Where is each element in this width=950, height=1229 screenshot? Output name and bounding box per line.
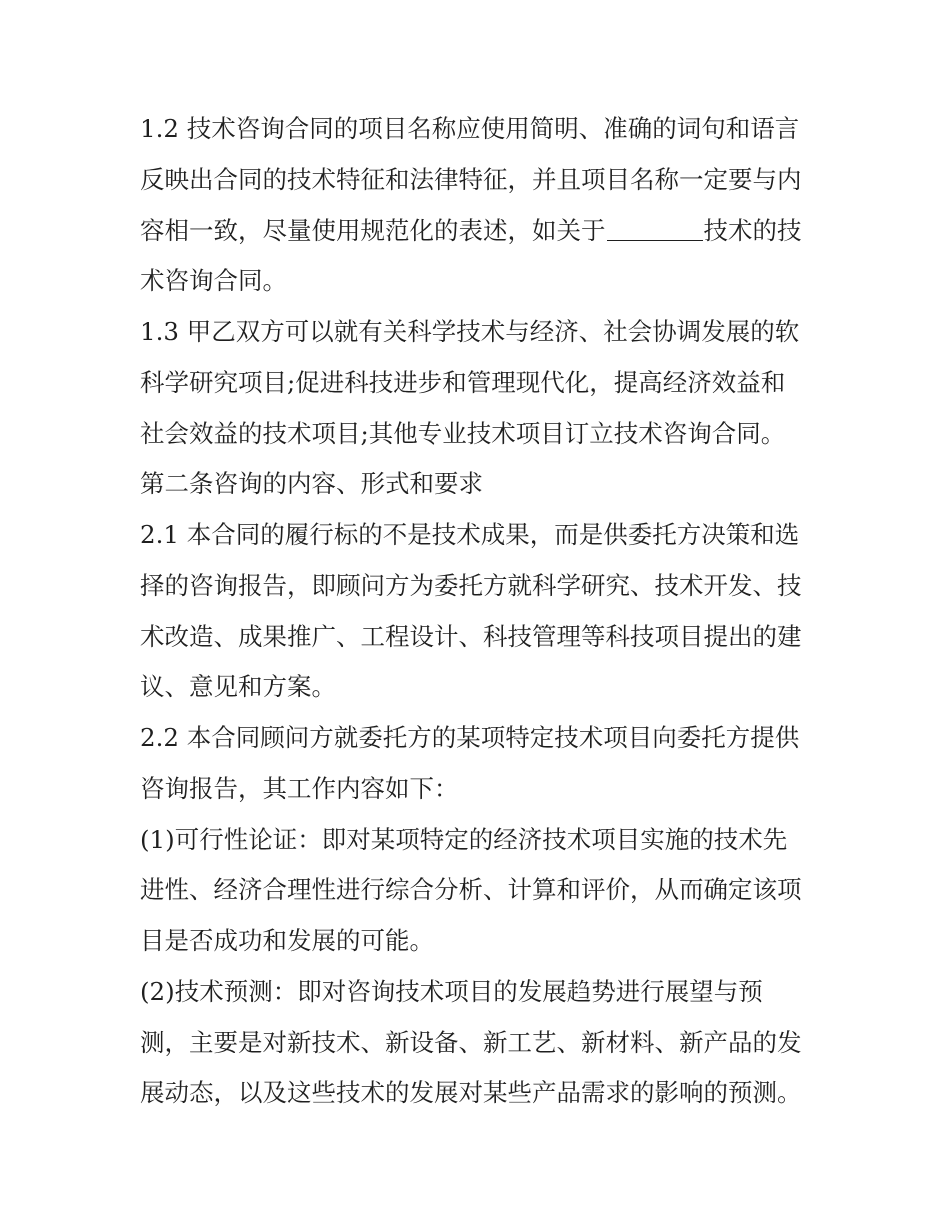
text-line: (2)技术预测：即对咨询技术项目的发展趋势进行展望与预 xyxy=(140,976,763,1006)
text-line: 咨询报告，其工作内容如下： xyxy=(140,773,459,803)
text-line: 术咨询合同。 xyxy=(140,266,287,296)
text-line: 反映出合同的技术特征和法律特征，并且项目名称一定要与内 xyxy=(140,164,802,194)
text-line: 进性、经济合理性进行综合分析、计算和评价，从而确定该项 xyxy=(140,875,802,905)
text-line: 2.1 本合同的履行标的不是技术成果，而是供委托方决策和选 xyxy=(140,520,800,549)
text-line-with-blank xyxy=(140,206,820,257)
text-line: 择的咨询报告，即顾问方为委托方就科学研究、技术开发、技 xyxy=(140,570,802,600)
text-line: 社会效益的技术项目;其他专业技术项目订立技术咨询合同。 xyxy=(140,418,786,448)
text-segment: 技术的技 xyxy=(703,215,802,245)
text-line: 术改造、成果推广、工程设计、科技管理等科技项目提出的建 xyxy=(140,621,802,651)
text-line: 议、意见和方案。 xyxy=(140,672,336,702)
text-line: 测，主要是对新技术、新设备、新工艺、新材料、新产品的发 xyxy=(140,1027,802,1057)
text-line: 科学研究项目;促进科技进步和管理现代化，提高经济效益和 xyxy=(140,367,786,397)
text-line: 2.2 本合同顾问方就委托方的某项特定技术项目向委托方提供 xyxy=(140,723,800,752)
fill-in-blank xyxy=(607,214,703,241)
section-heading: 第二条咨询的内容、形式和要求 xyxy=(140,469,483,499)
document-page xyxy=(140,104,820,1119)
text-line: 目是否成功和发展的可能。 xyxy=(140,926,434,955)
text-line: (1)可行性论证：即对某项特定的经济技术项目实施的技术先 xyxy=(140,824,788,854)
text-line: 展动态，以及这些技术的发展对某些产品需求的影响的预测。 xyxy=(140,1078,802,1108)
text-segment: 容相一致，尽量使用规范化的表述，如关于 xyxy=(140,215,606,245)
text-line: 1.3 甲乙双方可以就有关科学技术与经济、社会协调发展的软 xyxy=(140,317,800,346)
text-line: 1.2 技术咨询合同的项目名称应使用简明、准确的词句和语言 xyxy=(140,114,800,143)
